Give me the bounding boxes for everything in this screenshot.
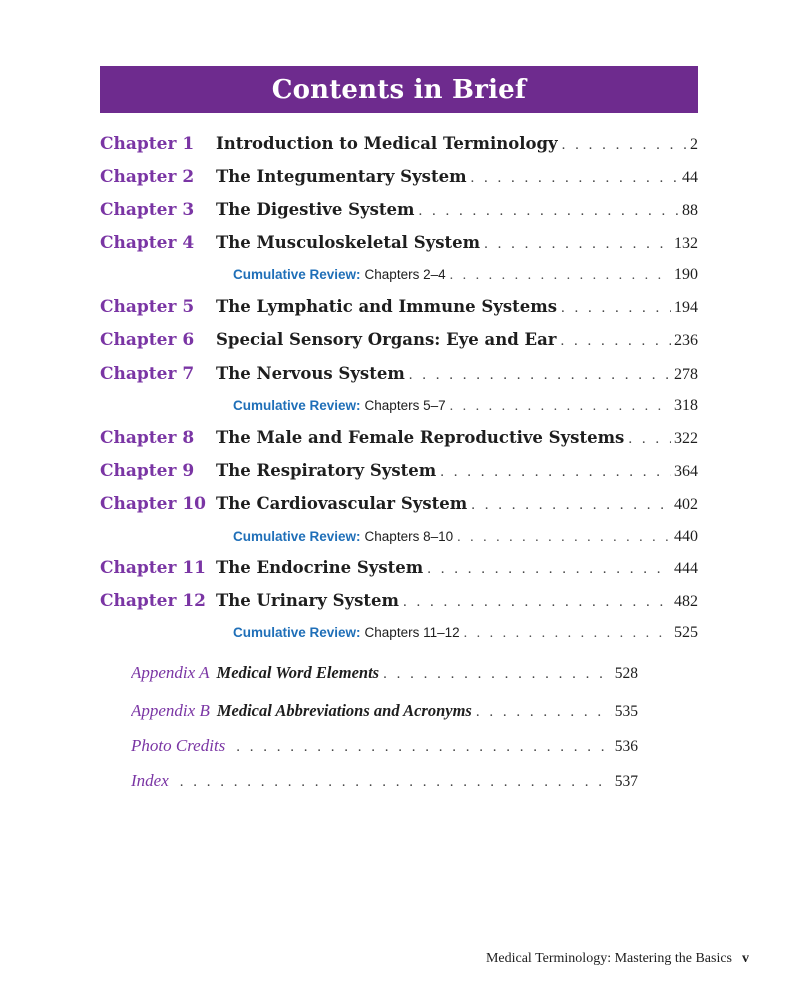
- review-text: Chapters 8–10: [364, 529, 454, 544]
- toc-review-4[interactable]: [233, 624, 698, 644]
- page-number: 525: [674, 624, 698, 641]
- review-label: Cumulative Review:: [233, 625, 361, 640]
- page-number: 537: [614, 773, 638, 790]
- chapter-title: The Integumentary System: [216, 167, 467, 186]
- appendix-label: Appendix A: [131, 663, 210, 682]
- page-number: 536: [614, 738, 638, 755]
- dot-leader: [450, 268, 671, 284]
- page-number: 88: [682, 202, 698, 219]
- dot-leader: [403, 594, 671, 611]
- toc-chapter-6[interactable]: [100, 330, 698, 352]
- toc-review-1[interactable]: [233, 266, 698, 286]
- dot-leader: [450, 399, 671, 415]
- dot-leader: [471, 170, 679, 187]
- contents-banner: [100, 66, 698, 113]
- chapter-title: The Male and Female Reproductive Systems: [216, 428, 625, 447]
- chapter-label: Chapter 12: [100, 591, 206, 611]
- toc-chapter-2[interactable]: [100, 167, 698, 189]
- appendix-label: Photo Credits: [131, 736, 226, 755]
- toc-appendix-b[interactable]: [131, 701, 638, 725]
- page-number: 322: [674, 430, 698, 447]
- review-text: Chapters 2–4: [364, 267, 446, 282]
- chapter-label: Chapter 2: [100, 167, 195, 187]
- dot-leader: [236, 739, 611, 756]
- toc-review-2[interactable]: [233, 397, 698, 417]
- toc-chapter-10[interactable]: [100, 494, 698, 516]
- chapter-label: Chapter 7: [100, 364, 195, 384]
- page-number: 190: [674, 266, 698, 283]
- appendix-title: Medical Abbreviations and Acronyms: [216, 701, 472, 720]
- appendix-label: Appendix B: [131, 701, 210, 720]
- toc-chapter-8[interactable]: [100, 428, 698, 450]
- dot-leader: [476, 704, 612, 721]
- dot-leader: [560, 333, 671, 350]
- dot-leader: [484, 236, 671, 253]
- dot-leader: [427, 561, 671, 578]
- chapter-label: Chapter 10: [100, 494, 206, 514]
- review-label: Cumulative Review:: [233, 398, 361, 413]
- dot-leader: [562, 137, 687, 154]
- page-number: 318: [674, 397, 698, 414]
- page-number: 236: [674, 332, 698, 349]
- toc-chapter-9[interactable]: [100, 461, 698, 483]
- dot-leader: [419, 203, 679, 220]
- toc-chapter-7[interactable]: [100, 364, 698, 386]
- appendix-label: Index: [131, 771, 169, 790]
- chapter-title: The Lymphatic and Immune Systems: [216, 297, 557, 316]
- page-number: 528: [614, 665, 638, 682]
- dot-leader: [180, 774, 612, 791]
- dot-leader: [440, 464, 671, 481]
- footer-page-number: v: [742, 951, 749, 966]
- appendix-title: Medical Word Elements: [216, 663, 380, 682]
- page-number: 2: [690, 136, 698, 153]
- review-text: Chapters 11–12: [364, 625, 460, 640]
- chapter-label: Chapter 3: [100, 200, 195, 220]
- page-footer: [486, 951, 749, 967]
- dot-leader: [561, 300, 671, 317]
- chapter-label: Chapter 11: [100, 558, 206, 578]
- review-text: Chapters 5–7: [364, 398, 446, 413]
- chapter-title: Special Sensory Organs: Eye and Ear: [216, 330, 557, 349]
- dot-leader: [457, 530, 671, 546]
- page-number: 444: [674, 560, 698, 577]
- page-number: 194: [674, 299, 698, 316]
- page-number: 364: [674, 463, 698, 480]
- dot-leader: [464, 626, 671, 642]
- page-number: 132: [674, 235, 698, 252]
- footer-book-title: Medical Terminology: Mastering the Basics: [485, 951, 732, 966]
- page-number: 402: [674, 496, 698, 513]
- chapter-label: Chapter 5: [100, 297, 195, 317]
- toc-index[interactable]: [131, 771, 638, 795]
- chapter-title: The Urinary System: [216, 591, 399, 610]
- chapter-title: Introduction to Medical Terminology: [216, 134, 558, 153]
- dot-leader: [628, 431, 671, 448]
- page-number: 535: [614, 703, 638, 720]
- chapter-title: The Nervous System: [216, 364, 405, 383]
- dot-leader: [409, 367, 671, 384]
- page-number: 278: [674, 366, 698, 383]
- chapter-label: Chapter 4: [100, 233, 195, 253]
- page-title: Contents in Brief: [271, 74, 527, 105]
- toc-chapter-3[interactable]: [100, 200, 698, 222]
- toc-chapter-12[interactable]: [100, 591, 698, 613]
- toc-appendix-a[interactable]: [131, 663, 638, 687]
- toc-chapter-1[interactable]: [100, 134, 698, 156]
- chapter-label: Chapter 9: [100, 461, 195, 481]
- chapter-label: Chapter 8: [100, 428, 195, 448]
- chapter-title: The Endocrine System: [216, 558, 424, 577]
- toc-chapter-11[interactable]: [100, 558, 698, 580]
- chapter-label: Chapter 1: [100, 134, 195, 154]
- chapter-title: The Cardiovascular System: [216, 494, 468, 513]
- toc-review-3[interactable]: [233, 528, 698, 548]
- page-number: 482: [674, 593, 698, 610]
- dot-leader: [383, 666, 612, 683]
- page-number: 44: [682, 169, 698, 186]
- chapter-label: Chapter 6: [100, 330, 195, 350]
- toc-chapter-4[interactable]: [100, 233, 698, 255]
- toc-photo-credits[interactable]: [131, 736, 638, 760]
- review-label: Cumulative Review:: [233, 529, 361, 544]
- chapter-title: The Musculoskeletal System: [216, 233, 481, 252]
- chapter-title: The Respiratory System: [216, 461, 437, 480]
- review-label: Cumulative Review:: [233, 267, 361, 282]
- page-number: 440: [674, 528, 698, 545]
- toc-chapter-5[interactable]: [100, 297, 698, 319]
- chapter-title: The Digestive System: [216, 200, 415, 219]
- dot-leader: [471, 497, 671, 514]
